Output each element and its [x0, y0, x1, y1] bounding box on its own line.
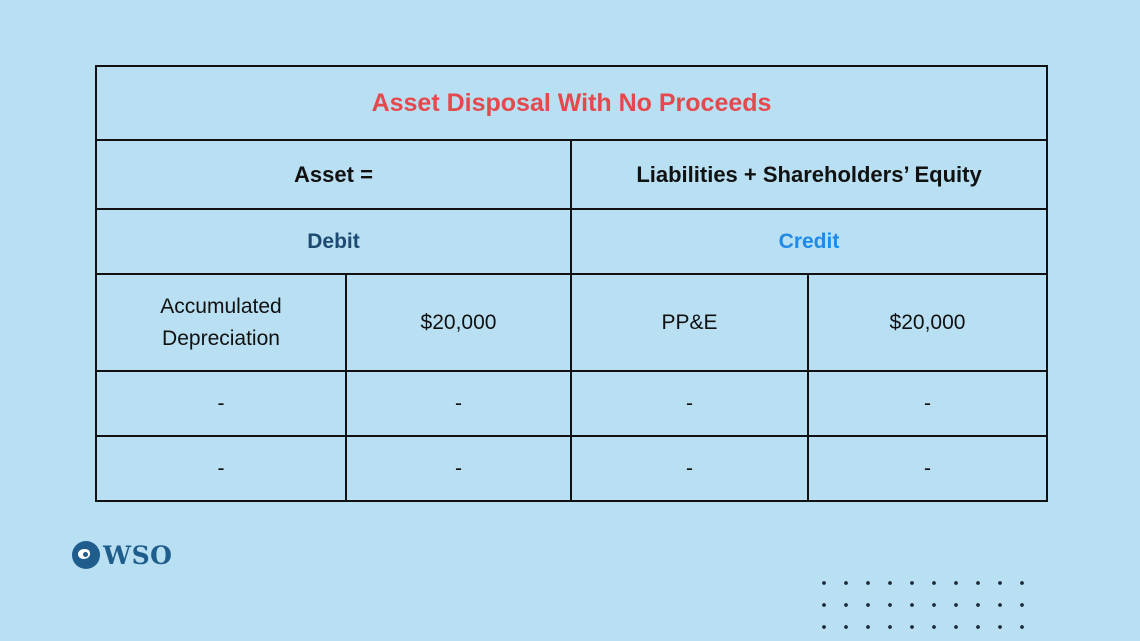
debit-account: -	[96, 436, 346, 501]
table-row	[96, 371, 1047, 436]
dot-grid-decoration	[813, 572, 1028, 632]
credit-amount: -	[808, 436, 1047, 501]
wso-logo	[72, 540, 172, 570]
logo-text: WSO	[103, 540, 173, 570]
credit-header: Credit	[571, 209, 1047, 274]
credit-account: PP&E	[571, 274, 808, 371]
debit-amount: -	[346, 371, 571, 436]
debit-amount: -	[346, 436, 571, 501]
journal-entry-table	[95, 65, 1048, 502]
debit-header: Debit	[96, 209, 571, 274]
equation-left-header: Asset =	[96, 140, 571, 209]
credit-account: -	[571, 436, 808, 501]
wso-globe-icon	[72, 541, 100, 569]
table-title: Asset Disposal With No Proceeds	[96, 66, 1047, 140]
credit-account: -	[571, 371, 808, 436]
table-row	[96, 436, 1047, 501]
credit-amount: $20,000	[808, 274, 1047, 371]
debit-account-cell	[96, 274, 346, 371]
table-row	[96, 274, 1047, 371]
debit-account: Accumulated Depreciation	[160, 294, 282, 350]
equation-right-header: Liabilities + Shareholders’ Equity	[571, 140, 1047, 209]
credit-amount: -	[808, 371, 1047, 436]
debit-account: -	[96, 371, 346, 436]
debit-amount: $20,000	[346, 274, 571, 371]
